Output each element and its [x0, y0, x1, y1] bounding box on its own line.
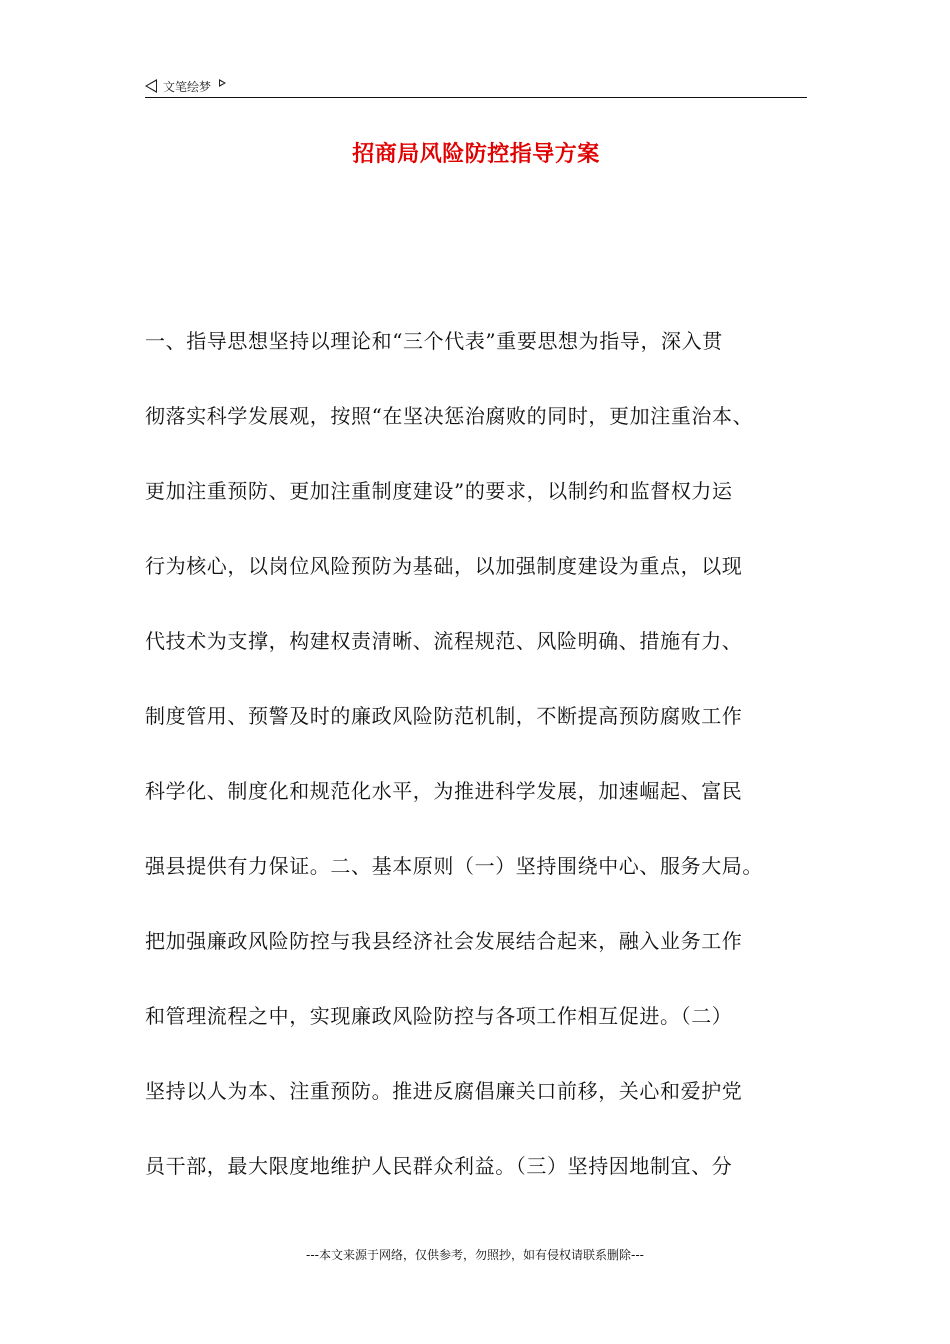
triangle-right-outline-icon: [219, 79, 226, 87]
document-body: [145, 323, 815, 1223]
body-line: 坚持以人为本、注重预防。推进反腐倡廉关口前移，关心和爱护党: [145, 1079, 743, 1103]
body-line: 把加强廉政风险防控与我县经济社会发展结合起来，融入业务工作: [145, 929, 743, 953]
triangle-left-outline-icon: [145, 79, 157, 93]
body-line: 强县提供有力保证。二、基本原则（一）坚持围绕中心、服务大局。: [145, 854, 763, 878]
page-header: [145, 74, 807, 98]
body-line: 代技术为支撑，构建权责清晰、流程规范、风险明确、措施有力、: [145, 629, 743, 653]
header-brand: 文笔绘梦: [163, 79, 212, 94]
body-line: 和管理流程之中，实现廉政风险防控与各项工作相互促进。（二）: [145, 1004, 733, 1028]
body-line: 员干部，最大限度地维护人民群众利益。（三）坚持因地制宜、分: [145, 1154, 733, 1178]
body-line: 彻落实科学发展观，按照“在坚决惩治腐败的同时，更加注重治本、: [145, 404, 754, 428]
body-line: 科学化、制度化和规范化水平，为推进科学发展，加速崛起、富民: [145, 779, 743, 803]
body-line: 更加注重预防、更加注重制度建设”的要求，以制约和监督权力运: [145, 479, 733, 503]
header-divider: [145, 97, 807, 98]
footer-notice: ---本文来源于网络，仅供参考，勿照抄，如有侵权请联系删除---: [306, 1248, 644, 1262]
body-line: 行为核心，以岗位风险预防为基础，以加强制度建设为重点，以现: [145, 554, 743, 578]
body-line: 一、指导思想坚持以理论和“三个代表”重要思想为指导，深入贯: [145, 329, 723, 353]
document-title: 招商局风险防控指导方案: [352, 141, 600, 167]
body-line: 制度管用、预警及时的廉政风险防范机制，不断提高预防腐败工作: [145, 704, 743, 728]
